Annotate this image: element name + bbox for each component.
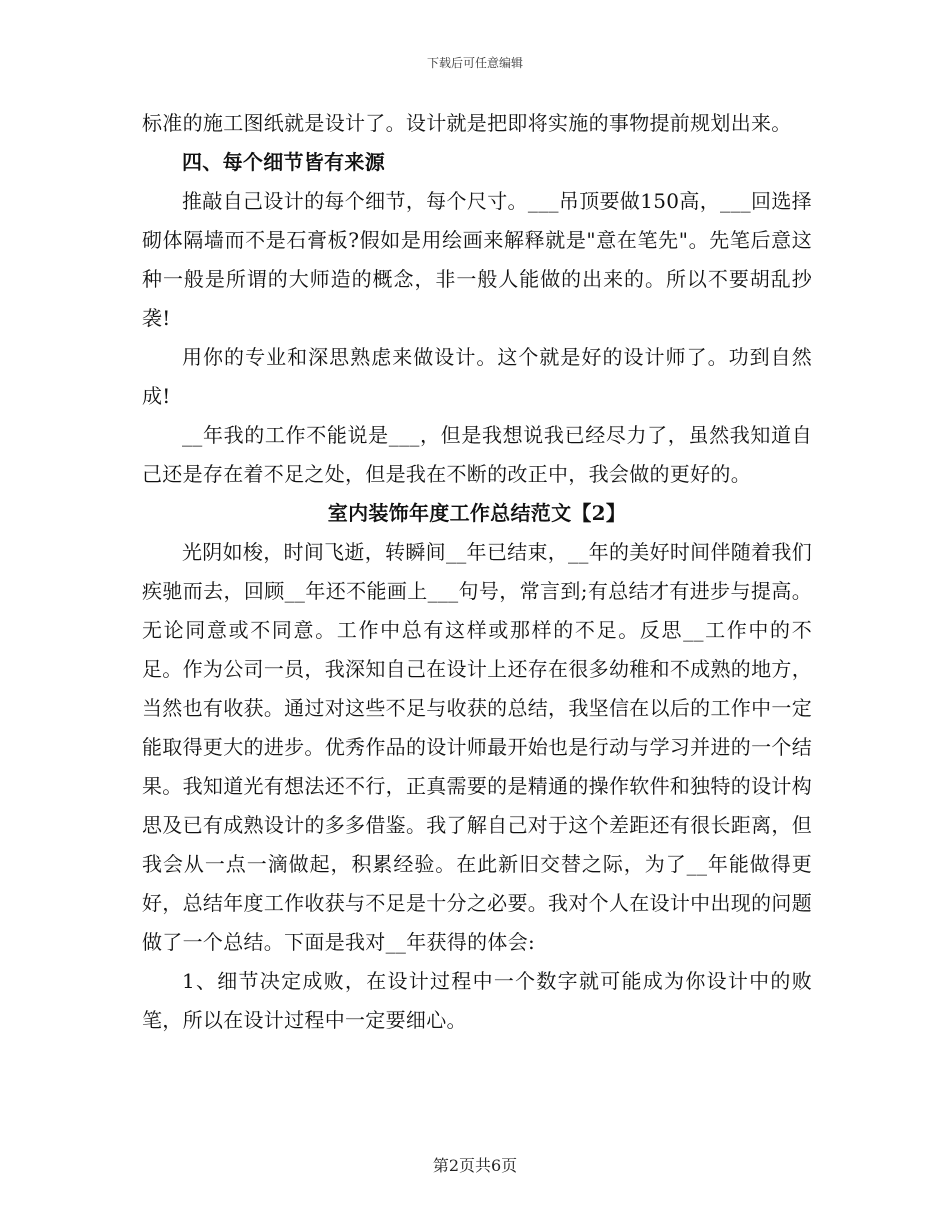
paragraph: 光阴如梭，时间飞逝，转瞬间__年已结束，__年的美好时间伴随着我们疾驰而去，回顾__年还不能画上___句号，常言到;有总结才有进步与提高。无论同意或不同意。工作中总有这样或那样的不足。反思__工作中的不足。作为公司一员，我深知自己在设计上还存在很多幼稚和不成熟的地方，当然也有收获。通过对这些不足与收获的总结，我坚信在以后的工作中一定能取得更大的进步。优秀作品的设计师最开始也是行动与学习并进的一个结果。我知道光有想法还不行，正真需要的是精通的操作软件和独特的设计构思及已有成熟设计的多多借鉴。我了解自己对于这个差距还有很长距离，但我会从一点一滴做起，积累经验。在此新旧交替之际，为了__年能做得更好，总结年度工作收获与不足是十分之必要。我对个人在设计中出现的问题做了一个总结。下面是我对__年获得的体会:	[142, 540, 812, 954]
page-header: 下载后可任意编辑	[426, 56, 523, 70]
article-title: 室内装饰年度工作总结范文【2】	[327, 501, 627, 525]
paragraph: 推敲自己设计的每个细节，每个尺寸。___吊顶要做150高，___回选择砌体隔墙而不是石膏板?假如是用绘画来解释就是"意在笔先"。先笔后意这种一般是所谓的大师造的概念，非一般人能做的出来的。所以不要胡乱抄袭!	[142, 189, 812, 330]
paragraph: 用你的专业和深思熟虑来做设计。这个就是好的设计师了。功到自然成!	[142, 345, 812, 408]
page-footer: 第2页共6页	[432, 1156, 518, 1175]
paragraph-continued: 标准的施工图纸就是设计了。设计就是把即将实施的事物提前规划出来。	[142, 111, 792, 135]
paragraph: __年我的工作不能说是___，但是我想说我已经尽力了，虽然我知道自己还是存在着不足之处，但是我在不断的改正中，我会做的更好的。	[142, 423, 812, 486]
section-heading-4: 四、每个细节皆有来源	[182, 150, 385, 174]
page-content	[142, 104, 812, 1040]
paragraph: 1、细节决定成败，在设计过程中一个数字就可能成为你设计中的败笔，所以在设计过程中一定要细心。	[142, 969, 812, 1032]
